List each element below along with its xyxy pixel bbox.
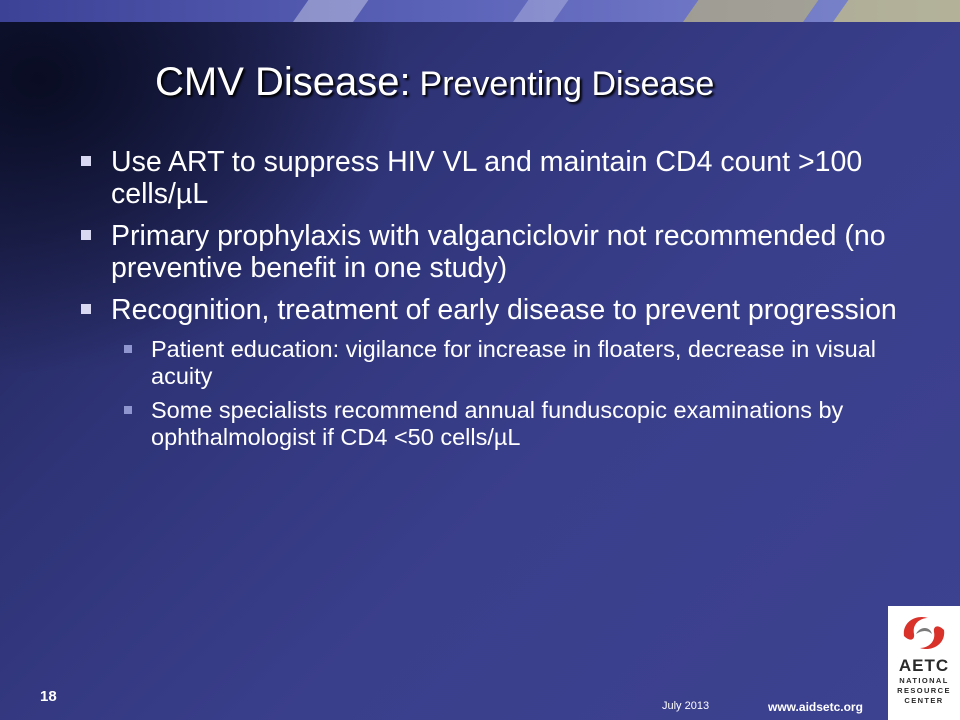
logo-line-center: CENTER xyxy=(904,696,944,705)
bullet-text: Recognition, treatment of early disease to prevent progression xyxy=(111,294,897,326)
aetc-logo xyxy=(888,606,960,720)
sub-bullet-text: Some specialists recommend annual funduscopic examinations by ophthalmologist if CD4 <50 cells/µL xyxy=(151,397,844,450)
aetc-swirl-icon xyxy=(898,612,950,654)
sub-bullet-list xyxy=(111,336,915,451)
sub-bullet-item xyxy=(111,397,915,451)
bullet-text: Primary prophylaxis with valganciclovir not recommended (no preventive benefit in one study) xyxy=(111,220,886,284)
bullet-text: Use ART to suppress HIV VL and maintain CD4 count >100 cells/µL xyxy=(111,146,863,210)
square-sub-bullet-icon xyxy=(124,345,132,353)
bullet-item xyxy=(75,220,915,284)
footer-date: July 2013 xyxy=(662,700,710,712)
bullet-item xyxy=(75,294,915,451)
top-decorative-band xyxy=(0,0,960,22)
bullet-item xyxy=(75,146,915,210)
sub-bullet-item xyxy=(111,336,915,390)
square-bullet-icon xyxy=(81,304,91,314)
title-main: CMV Disease: xyxy=(155,60,411,104)
logo-acronym: AETC xyxy=(898,656,950,675)
square-bullet-icon xyxy=(81,156,91,166)
bullet-list xyxy=(75,146,915,461)
slide-title xyxy=(155,60,714,105)
footer-url: www.aidsetc.org xyxy=(768,700,863,714)
title-sub: Preventing Disease xyxy=(419,65,715,103)
logo-line-resource: RESOURCE xyxy=(897,686,951,695)
logo-line-national: NATIONAL xyxy=(899,676,949,685)
sub-bullet-text: Patient education: vigilance for increase in floaters, decrease in visual acuity xyxy=(151,336,876,389)
slide-number: 18 xyxy=(40,688,57,705)
square-sub-bullet-icon xyxy=(124,406,132,414)
square-bullet-icon xyxy=(81,230,91,240)
